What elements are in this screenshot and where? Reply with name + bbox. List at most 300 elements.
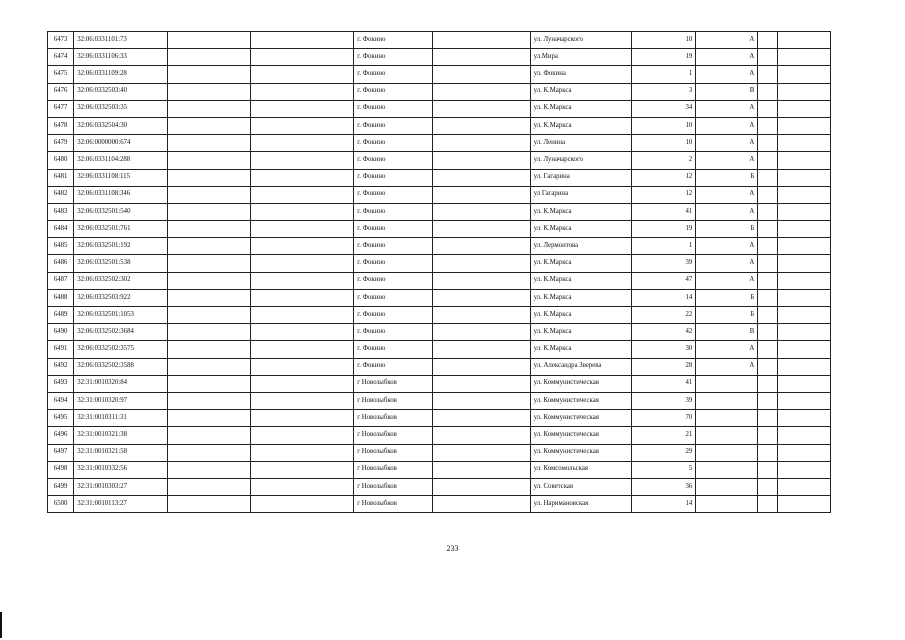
cadastral-number-cell: 32:06:0332501:761 [74, 221, 168, 238]
city-cell: г. Фокино [354, 221, 433, 238]
house-number-cell: 39 [631, 392, 695, 409]
city-cell: г Новозыбков [354, 461, 433, 478]
city-cell: г. Фокино [354, 152, 433, 169]
city-cell: г Новозыбков [354, 427, 433, 444]
row-number-cell: 6497 [48, 444, 74, 461]
empty-cell [250, 358, 354, 375]
street-cell: ул. Наримановская [530, 496, 631, 513]
city-cell: г. Фокино [354, 135, 433, 152]
empty-cell [778, 66, 831, 83]
table-row [48, 427, 831, 444]
cadastral-number-cell: 32:06:0331106:33 [74, 49, 168, 66]
table-row [48, 203, 831, 220]
street-cell: ул. Гагарина [530, 169, 631, 186]
empty-cell [758, 32, 778, 49]
empty-cell [432, 83, 530, 100]
empty-cell [758, 169, 778, 186]
house-number-cell: 1 [631, 66, 695, 83]
empty-cell [778, 324, 831, 341]
table-row [48, 324, 831, 341]
empty-cell [168, 289, 250, 306]
city-cell: г Новозыбков [354, 410, 433, 427]
house-number-cell: 2 [631, 152, 695, 169]
empty-cell [168, 496, 250, 513]
street-cell: ул. К.Маркса [530, 255, 631, 272]
city-cell: г. Фокино [354, 49, 433, 66]
cadastral-number-cell: 32:06:0331108:346 [74, 186, 168, 203]
table-row [48, 49, 831, 66]
empty-cell [758, 324, 778, 341]
empty-cell [250, 307, 354, 324]
category-cell: А [696, 49, 758, 66]
empty-cell [250, 135, 354, 152]
category-cell: А [696, 341, 758, 358]
empty-cell [250, 100, 354, 117]
city-cell: г. Фокино [354, 289, 433, 306]
street-cell: ул. К.Маркса [530, 341, 631, 358]
empty-cell [168, 358, 250, 375]
row-number-cell: 6492 [48, 358, 74, 375]
row-number-cell: 6475 [48, 66, 74, 83]
empty-cell [432, 169, 530, 186]
empty-cell [250, 461, 354, 478]
category-cell [696, 392, 758, 409]
cadastral-number-cell: 32:06:0332502:302 [74, 272, 168, 289]
category-cell: А [696, 152, 758, 169]
category-cell [696, 427, 758, 444]
empty-cell [168, 272, 250, 289]
category-cell: А [696, 100, 758, 117]
empty-cell [250, 392, 354, 409]
empty-cell [168, 66, 250, 83]
empty-cell [168, 392, 250, 409]
empty-cell [758, 100, 778, 117]
empty-cell [432, 32, 530, 49]
table-row [48, 135, 831, 152]
street-cell: ул. К.Маркса [530, 324, 631, 341]
category-cell: А [696, 272, 758, 289]
empty-cell [778, 49, 831, 66]
table-row [48, 238, 831, 255]
category-cell: А [696, 358, 758, 375]
street-cell: ул. Коммунистическая [530, 427, 631, 444]
empty-cell [758, 186, 778, 203]
empty-cell [758, 427, 778, 444]
empty-cell [168, 307, 250, 324]
table-row [48, 272, 831, 289]
cadastral-number-cell: 32:06:0332503:40 [74, 83, 168, 100]
table-row [48, 461, 831, 478]
street-cell: ул. К.Маркса [530, 203, 631, 220]
cadastral-number-cell: 32:06:0332503:922 [74, 289, 168, 306]
empty-cell [250, 289, 354, 306]
category-cell: А [696, 117, 758, 134]
empty-cell [432, 66, 530, 83]
street-cell: ул. К.Маркса [530, 289, 631, 306]
city-cell: г. Фокино [354, 32, 433, 49]
empty-cell [778, 100, 831, 117]
empty-cell [250, 410, 354, 427]
empty-cell [778, 272, 831, 289]
empty-cell [168, 341, 250, 358]
empty-cell [758, 496, 778, 513]
empty-cell [250, 444, 354, 461]
empty-cell [778, 444, 831, 461]
category-cell: Б [696, 169, 758, 186]
scan-edge-mark [0, 612, 2, 638]
empty-cell [758, 392, 778, 409]
cadastral-number-cell: 32:06:0332501:538 [74, 255, 168, 272]
house-number-cell: 39 [631, 255, 695, 272]
house-number-cell: 29 [631, 444, 695, 461]
empty-cell [168, 444, 250, 461]
empty-cell [778, 307, 831, 324]
empty-cell [432, 255, 530, 272]
empty-cell [432, 289, 530, 306]
category-cell: А [696, 203, 758, 220]
table-row [48, 444, 831, 461]
category-cell: Б [696, 221, 758, 238]
row-number-cell: 6483 [48, 203, 74, 220]
empty-cell [778, 375, 831, 392]
table-row [48, 478, 831, 495]
table-row [48, 307, 831, 324]
empty-cell [432, 478, 530, 495]
city-cell: г. Фокино [354, 358, 433, 375]
empty-cell [250, 324, 354, 341]
category-cell: Б [696, 289, 758, 306]
empty-cell [432, 496, 530, 513]
city-cell: г. Фокино [354, 272, 433, 289]
empty-cell [758, 289, 778, 306]
house-number-cell: 47 [631, 272, 695, 289]
street-cell: ул. К.Маркса [530, 272, 631, 289]
house-number-cell: 14 [631, 289, 695, 306]
table-row [48, 496, 831, 513]
cadastral-number-cell: 32:06:0000000:674 [74, 135, 168, 152]
house-number-cell: 70 [631, 410, 695, 427]
street-cell: ул. Коммунистическая [530, 410, 631, 427]
empty-cell [168, 135, 250, 152]
registry-table [47, 31, 831, 513]
table-row [48, 410, 831, 427]
house-number-cell: 12 [631, 169, 695, 186]
cadastral-number-cell: 32:31:0010320:97 [74, 392, 168, 409]
street-cell: ул Гагарина [530, 186, 631, 203]
street-cell: ул. Луначарского [530, 152, 631, 169]
empty-cell [168, 255, 250, 272]
row-number-cell: 6500 [48, 496, 74, 513]
row-number-cell: 6493 [48, 375, 74, 392]
empty-cell [250, 238, 354, 255]
empty-cell [168, 117, 250, 134]
street-cell: ул. К.Маркса [530, 307, 631, 324]
empty-cell [778, 32, 831, 49]
street-cell: ул. К.Маркса [530, 100, 631, 117]
street-cell: ул. Фокина [530, 66, 631, 83]
category-cell: В [696, 324, 758, 341]
row-number-cell: 6488 [48, 289, 74, 306]
city-cell: г Новозыбков [354, 496, 433, 513]
city-cell: г. Фокино [354, 255, 433, 272]
city-cell: г. Фокино [354, 83, 433, 100]
row-number-cell: 6473 [48, 32, 74, 49]
category-cell [696, 444, 758, 461]
table-row [48, 186, 831, 203]
empty-cell [432, 375, 530, 392]
empty-cell [758, 410, 778, 427]
cadastral-number-cell: 32:06:0332501:1053 [74, 307, 168, 324]
street-cell: ул. Коммунистическая [530, 375, 631, 392]
empty-cell [758, 272, 778, 289]
category-cell [696, 375, 758, 392]
empty-cell [778, 289, 831, 306]
category-cell [696, 461, 758, 478]
city-cell: г Новозыбков [354, 478, 433, 495]
table-row [48, 289, 831, 306]
table-body [48, 32, 831, 513]
empty-cell [168, 427, 250, 444]
empty-cell [758, 221, 778, 238]
table-row [48, 169, 831, 186]
cadastral-number-cell: 32:06:0331104:288 [74, 152, 168, 169]
empty-cell [250, 341, 354, 358]
cadastral-number-cell: 32:06:0332502:3588 [74, 358, 168, 375]
row-number-cell: 6499 [48, 478, 74, 495]
cadastral-number-cell: 32:06:0331101:73 [74, 32, 168, 49]
house-number-cell: 42 [631, 324, 695, 341]
empty-cell [168, 410, 250, 427]
empty-cell [250, 49, 354, 66]
city-cell: г. Фокино [354, 66, 433, 83]
table-row [48, 100, 831, 117]
row-number-cell: 6485 [48, 238, 74, 255]
empty-cell [432, 100, 530, 117]
empty-cell [168, 203, 250, 220]
cadastral-number-cell: 32:06:0332504:30 [74, 117, 168, 134]
row-number-cell: 6479 [48, 135, 74, 152]
table-row [48, 358, 831, 375]
empty-cell [432, 152, 530, 169]
house-number-cell: 19 [631, 221, 695, 238]
cadastral-number-cell: 32:06:0332503:35 [74, 100, 168, 117]
empty-cell [758, 307, 778, 324]
category-cell [696, 478, 758, 495]
empty-cell [250, 203, 354, 220]
house-number-cell: 1 [631, 238, 695, 255]
empty-cell [432, 358, 530, 375]
empty-cell [432, 221, 530, 238]
row-number-cell: 6474 [48, 49, 74, 66]
row-number-cell: 6498 [48, 461, 74, 478]
empty-cell [758, 49, 778, 66]
empty-cell [758, 444, 778, 461]
empty-cell [168, 221, 250, 238]
table-row [48, 255, 831, 272]
street-cell: ул.Мира [530, 49, 631, 66]
table-row [48, 117, 831, 134]
house-number-cell: 10 [631, 32, 695, 49]
row-number-cell: 6482 [48, 186, 74, 203]
empty-cell [250, 478, 354, 495]
city-cell: г Новозыбков [354, 375, 433, 392]
empty-cell [432, 307, 530, 324]
house-number-cell: 34 [631, 100, 695, 117]
empty-cell [778, 255, 831, 272]
empty-cell [432, 392, 530, 409]
category-cell: А [696, 238, 758, 255]
empty-cell [758, 375, 778, 392]
empty-cell [758, 135, 778, 152]
row-number-cell: 6486 [48, 255, 74, 272]
table-row [48, 375, 831, 392]
row-number-cell: 6480 [48, 152, 74, 169]
street-cell: ул. К.Маркса [530, 117, 631, 134]
city-cell: г. Фокино [354, 117, 433, 134]
cadastral-number-cell: 32:06:0332502:3684 [74, 324, 168, 341]
empty-cell [250, 375, 354, 392]
empty-cell [250, 83, 354, 100]
table-row [48, 32, 831, 49]
category-cell: А [696, 135, 758, 152]
street-cell: ул. К.Маркса [530, 83, 631, 100]
cadastral-number-cell: 32:31:0010320:84 [74, 375, 168, 392]
empty-cell [778, 392, 831, 409]
house-number-cell: 12 [631, 186, 695, 203]
table-row [48, 392, 831, 409]
row-number-cell: 6490 [48, 324, 74, 341]
empty-cell [168, 32, 250, 49]
house-number-cell: 30 [631, 341, 695, 358]
empty-cell [778, 427, 831, 444]
street-cell: ул. Советская [530, 478, 631, 495]
house-number-cell: 28 [631, 358, 695, 375]
empty-cell [778, 238, 831, 255]
empty-cell [778, 152, 831, 169]
category-cell: В [696, 83, 758, 100]
empty-cell [168, 238, 250, 255]
house-number-cell: 36 [631, 478, 695, 495]
street-cell: ул. Комсомольская [530, 461, 631, 478]
empty-cell [250, 496, 354, 513]
category-cell: А [696, 255, 758, 272]
house-number-cell: 19 [631, 49, 695, 66]
empty-cell [432, 341, 530, 358]
empty-cell [758, 255, 778, 272]
house-number-cell: 22 [631, 307, 695, 324]
empty-cell [432, 186, 530, 203]
cadastral-number-cell: 32:31:0010311:31 [74, 410, 168, 427]
category-cell: А [696, 32, 758, 49]
cadastral-number-cell: 32:31:0010332:56 [74, 461, 168, 478]
street-cell: ул. Ленина [530, 135, 631, 152]
empty-cell [778, 496, 831, 513]
empty-cell [250, 66, 354, 83]
cadastral-number-cell: 32:06:0331108:115 [74, 169, 168, 186]
empty-cell [250, 186, 354, 203]
cadastral-number-cell: 32:06:0331109:28 [74, 66, 168, 83]
city-cell: г. Фокино [354, 238, 433, 255]
empty-cell [432, 203, 530, 220]
cadastral-number-cell: 32:31:0010303:27 [74, 478, 168, 495]
cadastral-number-cell: 32:06:0332502:3575 [74, 341, 168, 358]
row-number-cell: 6495 [48, 410, 74, 427]
city-cell: г Новозыбков [354, 444, 433, 461]
empty-cell [778, 83, 831, 100]
house-number-cell: 10 [631, 135, 695, 152]
empty-cell [250, 152, 354, 169]
empty-cell [778, 461, 831, 478]
category-cell [696, 410, 758, 427]
city-cell: г. Фокино [354, 169, 433, 186]
city-cell: г. Фокино [354, 307, 433, 324]
empty-cell [758, 238, 778, 255]
empty-cell [250, 117, 354, 134]
row-number-cell: 6491 [48, 341, 74, 358]
empty-cell [168, 461, 250, 478]
empty-cell [758, 461, 778, 478]
empty-cell [758, 152, 778, 169]
empty-cell [778, 135, 831, 152]
empty-cell [250, 272, 354, 289]
row-number-cell: 6496 [48, 427, 74, 444]
house-number-cell: 41 [631, 203, 695, 220]
page-number: 233 [446, 544, 459, 553]
city-cell: г. Фокино [354, 341, 433, 358]
category-cell [696, 496, 758, 513]
empty-cell [778, 203, 831, 220]
cadastral-number-cell: 32:31:0010321:38 [74, 427, 168, 444]
empty-cell [758, 358, 778, 375]
empty-cell [250, 169, 354, 186]
empty-cell [432, 324, 530, 341]
row-number-cell: 6476 [48, 83, 74, 100]
house-number-cell: 10 [631, 117, 695, 134]
table-row [48, 221, 831, 238]
empty-cell [432, 238, 530, 255]
empty-cell [168, 49, 250, 66]
row-number-cell: 6481 [48, 169, 74, 186]
category-cell: А [696, 186, 758, 203]
empty-cell [778, 358, 831, 375]
city-cell: г. Фокино [354, 186, 433, 203]
empty-cell [758, 478, 778, 495]
empty-cell [250, 32, 354, 49]
row-number-cell: 6487 [48, 272, 74, 289]
empty-cell [250, 427, 354, 444]
empty-cell [778, 186, 831, 203]
cadastral-number-cell: 32:31:0010321:58 [74, 444, 168, 461]
empty-cell [432, 410, 530, 427]
category-cell: Б [696, 307, 758, 324]
empty-cell [432, 135, 530, 152]
cadastral-number-cell: 32:06:0332501:540 [74, 203, 168, 220]
city-cell: г. Фокино [354, 100, 433, 117]
empty-cell [758, 66, 778, 83]
empty-cell [168, 169, 250, 186]
empty-cell [250, 255, 354, 272]
table-row [48, 341, 831, 358]
house-number-cell: 21 [631, 427, 695, 444]
empty-cell [758, 341, 778, 358]
house-number-cell: 5 [631, 461, 695, 478]
empty-cell [778, 117, 831, 134]
empty-cell [778, 410, 831, 427]
empty-cell [432, 272, 530, 289]
empty-cell [168, 186, 250, 203]
row-number-cell: 6478 [48, 117, 74, 134]
row-number-cell: 6489 [48, 307, 74, 324]
